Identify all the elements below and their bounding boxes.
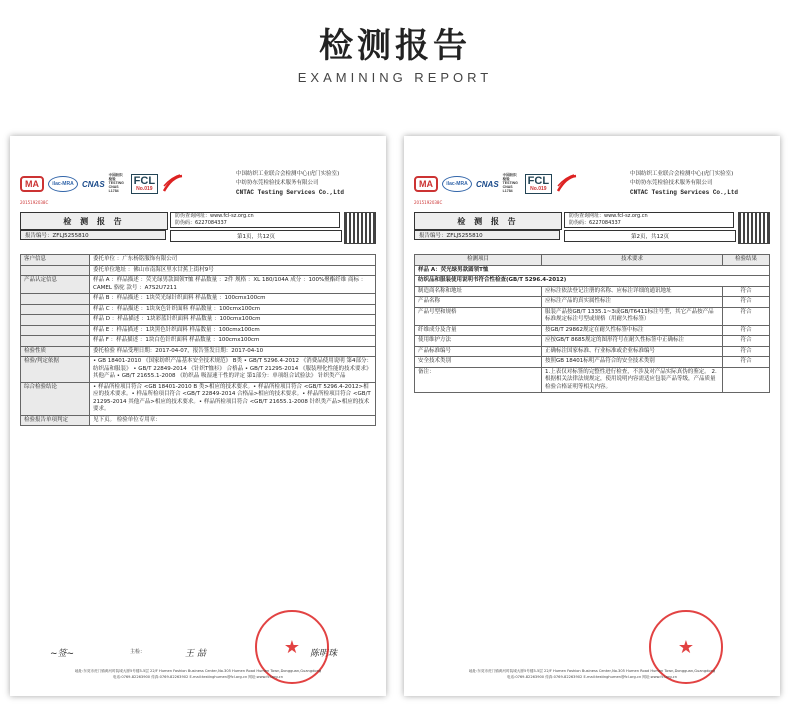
row-value: 样品 B ：样品描述 ：1块荧光绿针织面料 样品数量 ：100cmx100cm xyxy=(90,294,376,305)
logo-row xyxy=(20,166,184,202)
header-result: 检验结果 xyxy=(723,255,770,266)
official-seal-icon: ★ xyxy=(649,610,723,684)
row-label: 检验/判定依据 xyxy=(21,357,90,383)
row-value: 委托单位 ：广东杨铭服饰有限公司 xyxy=(90,255,376,266)
cell-item: 产品号型和规格 xyxy=(415,307,542,325)
table-row xyxy=(21,294,376,305)
table-row xyxy=(21,304,376,315)
row-value: 样品 C ：样品描述 ：1块灰色针织面料 样品数量 ：100cmx100cm xyxy=(90,304,376,315)
cell-req: 服装产品按GB/T 1335.1~3或GB/T6411标注号型，其它产品按产品标准规定标注号型或规格（用耐久性标签） xyxy=(542,307,723,325)
table-row xyxy=(21,265,376,276)
report-title: 检 测 报 告 xyxy=(20,212,168,230)
org-names xyxy=(236,170,376,197)
cell-req: 按照GB 18401标明产品符合的安全技术类别 xyxy=(542,357,723,368)
row-value: 见下页。 检验单位专用章： xyxy=(90,415,376,426)
sample-row xyxy=(415,265,770,276)
cell-res xyxy=(723,367,770,393)
report-header xyxy=(20,166,376,206)
cell-item: 产品标准编号 xyxy=(415,346,542,357)
org-name-cn-1: 中国纺织工业联合会检测中心(虎门实验室) xyxy=(236,171,340,177)
cell-item: 备注： xyxy=(415,367,542,393)
page-number: 第1页，共12页 xyxy=(170,230,342,242)
verify-site: 防伪查询网址：www.fcl-sz.org.cn 防伪码：6227084337 xyxy=(170,212,340,228)
row-value: • GB 18401-2010 《国家纺织产品基本安全技术规范》 B类 • GB/T 5296.4-2012 《消费品使用说明 第4部分：纺织品和服装》 • GB/T 22849-2014 《针织T恤衫》 合格品 • GB/T 21295-2014 《服装理化性能的技术要求》 其他产品 • GB/T 21655.1-2008 《纺织品 吸湿速干性的评定 第1部分：单项组合试验法》 针织类产品 xyxy=(90,357,376,383)
cell-res: 符合 xyxy=(723,357,770,368)
table-header-row xyxy=(415,255,770,266)
cell-req: 正确标注国家标准、行业标准或企业标准编号 xyxy=(542,346,723,357)
cnas-logo-icon: CNAS xyxy=(82,179,105,189)
table-row xyxy=(21,346,376,357)
row-value: • 样品所检项目符合 <GB 18401-2010 B 类>相应的技术要求。• 样品所检项目符合 <GB/T 5296.4-2012>相应的技术要求。• 样品所检项目符合 <GB/T 22849-2014 合格品>相应的技术要求。• 样品所检项目符合 <GB/T 21295-2014 其他产品>相应的技术要求。• 样品所检项目符合 <GB/T 21655.1-2008 针织类产品>相应的技术要求。 xyxy=(90,382,376,415)
ilac-mra-logo-icon: ilac-MRA xyxy=(48,176,78,192)
cell-res: 符合 xyxy=(723,336,770,347)
report-meta xyxy=(414,212,770,250)
qr-code-icon xyxy=(738,212,770,244)
footer-address: 地址:东莞市虎门镇黄河时装城大厦5号楼3-5层 22/F Humen Fashion Business Center,No.305 Humen Road Humen Town,Dongguan,Guangdong 电话:0769-82263900 传真:0769-82263902 E-mail:testinghumen@fcl.org.cn 网址:www.fcl.org.cn xyxy=(468,669,716,679)
cnas-logo-icon: CNAS xyxy=(476,179,499,189)
cert-number: 2015192038C xyxy=(414,200,443,205)
table-row xyxy=(21,357,376,383)
table-row xyxy=(415,307,770,325)
table-row xyxy=(21,336,376,347)
org-name-en: CNTAC Testing Services Co.,Ltd xyxy=(236,189,345,196)
table-row xyxy=(21,315,376,326)
table-row xyxy=(415,346,770,357)
row-value: 委托检验 样品受理日期：2017-04-07，报告签发日期：2017-04-10 xyxy=(90,346,376,357)
cell-res: 符合 xyxy=(723,297,770,308)
table-row xyxy=(415,367,770,393)
table-row xyxy=(415,286,770,297)
cell-req: 应按GB/T 8685规定的图形符号在耐久性标签中正确标注 xyxy=(542,336,723,347)
cell-item: 使用维护方法 xyxy=(415,336,542,347)
row-value: 样品 F ：样品描述 ：1块白色针织面料 样品数量 ：100cmx100cm xyxy=(90,336,376,347)
report-number: 报告编号：ZFLJ5255810 xyxy=(20,230,166,240)
approver-signature: 王 喆 xyxy=(185,649,206,659)
testing-mark-icon: 中国纺织 检验 TESTING CNAS L1784 xyxy=(108,173,124,193)
report-title: 检 测 报 告 xyxy=(414,212,562,230)
footer-address: 地址:东莞市虎门镇黄河时装城大厦5号楼3-5层 22/F Humen Fashion Business Center,No.305 Humen Road Humen Town,Dongguan,Guangdong 电话:0769-82263900 传真:0769-82263902 E-mail:testinghumen@fcl.org.cn 网址:www.fcl.org.cn xyxy=(74,669,322,679)
row-value: 委托单位地址 ：佛山市南海区里水甘蕉上街村9号 xyxy=(90,265,376,276)
row-label: 检验性质 xyxy=(21,346,90,357)
row-value: 样品 A ：样品描述 ：荧光绿男款圆领T恤 样品数量 ：2件 规格 ：XL 180/104A 成分 ：100%聚酯纤维 商标 ：CAMEL 骆驼 款号 ：A7S2U7211 xyxy=(90,276,376,294)
cell-req: 应标注依法登记注册的名称、应标注详细的通讯地址 xyxy=(542,286,723,297)
cell-req: 按GB/T 29862规定在耐久性标签中标注 xyxy=(542,325,723,336)
cell-req: 应标注产品的真实属性标注 xyxy=(542,297,723,308)
report-page-2 xyxy=(404,136,780,696)
cma-logo-icon: MA xyxy=(20,176,44,192)
cma-logo-icon: MA xyxy=(414,176,438,192)
row-label xyxy=(21,336,90,347)
result-table xyxy=(414,254,770,393)
cell-res: 符合 xyxy=(723,346,770,357)
org-names xyxy=(630,170,770,197)
row-value: 样品 E ：样品描述 ：1块黑色针织面料 样品数量 ：100cmx100cm xyxy=(90,325,376,336)
cell-item: 制造商名称和地址 xyxy=(415,286,542,297)
section-title: 纺织品和服装使用说明书符合性检查(GB/T 5296.4-2012) xyxy=(415,276,770,287)
row-label: 客户信息 xyxy=(21,255,90,266)
org-name-cn-1: 中国纺织工业联合会检测中心(虎门实验室) xyxy=(630,171,734,177)
cell-res: 符合 xyxy=(723,286,770,297)
row-label xyxy=(21,304,90,315)
official-seal-icon: ★ xyxy=(255,610,329,684)
table-row xyxy=(21,415,376,426)
table-row xyxy=(415,325,770,336)
row-value: 样品 D ：样品描述 ：1块彩蓝针织面料 样品数量 ：100cmx100cm xyxy=(90,315,376,326)
cell-item: 纤维成分及含量 xyxy=(415,325,542,336)
inspector-signature: ~签~ xyxy=(50,649,75,659)
report-page-1 xyxy=(10,136,386,696)
verify-site: 防伪查询网址：www.fcl-sz.org.cn 防伪码：6227084337 xyxy=(564,212,734,228)
row-label: 产品认定信息 xyxy=(21,276,90,294)
table-row xyxy=(415,336,770,347)
report-meta xyxy=(20,212,376,250)
cntac-swoosh-logo-icon xyxy=(162,173,184,195)
org-name-cn-2: 中纺协东莞检验技术服务有限公司 xyxy=(630,180,713,186)
org-name-en: CNTAC Testing Services Co.,Ltd xyxy=(630,189,739,196)
row-label xyxy=(21,325,90,336)
approver-label: 主检： xyxy=(130,649,146,655)
row-label: 综合检验结论 xyxy=(21,382,90,415)
row-label: 检验报告单项判定 xyxy=(21,415,90,426)
table-row xyxy=(415,357,770,368)
fcl-logo-icon: FCL No.019 xyxy=(525,174,552,194)
fcl-logo-icon: FCL No.019 xyxy=(131,174,158,194)
table-row xyxy=(21,255,376,266)
page-number: 第2页，共12页 xyxy=(564,230,736,242)
testing-mark-icon: 中国纺织 检验 TESTING CNAS L1784 xyxy=(502,173,518,193)
page-title: 检测报告 xyxy=(319,26,471,66)
signer-signature: 陈明珠 xyxy=(310,649,338,659)
cell-res: 符合 xyxy=(723,307,770,325)
header-requirement: 技术要求 xyxy=(542,255,723,266)
table-row xyxy=(21,382,376,415)
cntac-swoosh-logo-icon xyxy=(556,173,578,195)
header-item: 检测项目 xyxy=(415,255,542,266)
cell-req: 1.上表仅对标签的完整性进行检查，不涉及对产品实际真伪的鉴定。 2.根据相关法律法规规定，使用说明内容需适应包装产品等级，产品质量检验合格证明等相关内容。 xyxy=(542,367,723,393)
row-label xyxy=(21,265,90,276)
cert-number: 2015192038C xyxy=(20,200,49,205)
logo-row xyxy=(414,166,578,202)
page-subtitle: EXAMINING REPORT xyxy=(297,70,493,85)
sample-line: 样品 A：荧光绿男款圆领T恤 xyxy=(415,265,770,276)
table-row xyxy=(21,325,376,336)
cell-res: 符合 xyxy=(723,325,770,336)
report-table xyxy=(20,254,376,426)
ilac-mra-logo-icon: ilac-MRA xyxy=(442,176,472,192)
org-name-cn-2: 中纺协东莞检验技术服务有限公司 xyxy=(236,180,319,186)
table-row xyxy=(21,276,376,294)
cell-item: 安全技术类别 xyxy=(415,357,542,368)
report-number: 报告编号：ZFLJ5255810 xyxy=(414,230,560,240)
section-row xyxy=(415,276,770,287)
qr-code-icon xyxy=(344,212,376,244)
row-label xyxy=(21,315,90,326)
table-row xyxy=(415,297,770,308)
row-label xyxy=(21,294,90,305)
report-header xyxy=(414,166,770,206)
cell-item: 产品名称 xyxy=(415,297,542,308)
